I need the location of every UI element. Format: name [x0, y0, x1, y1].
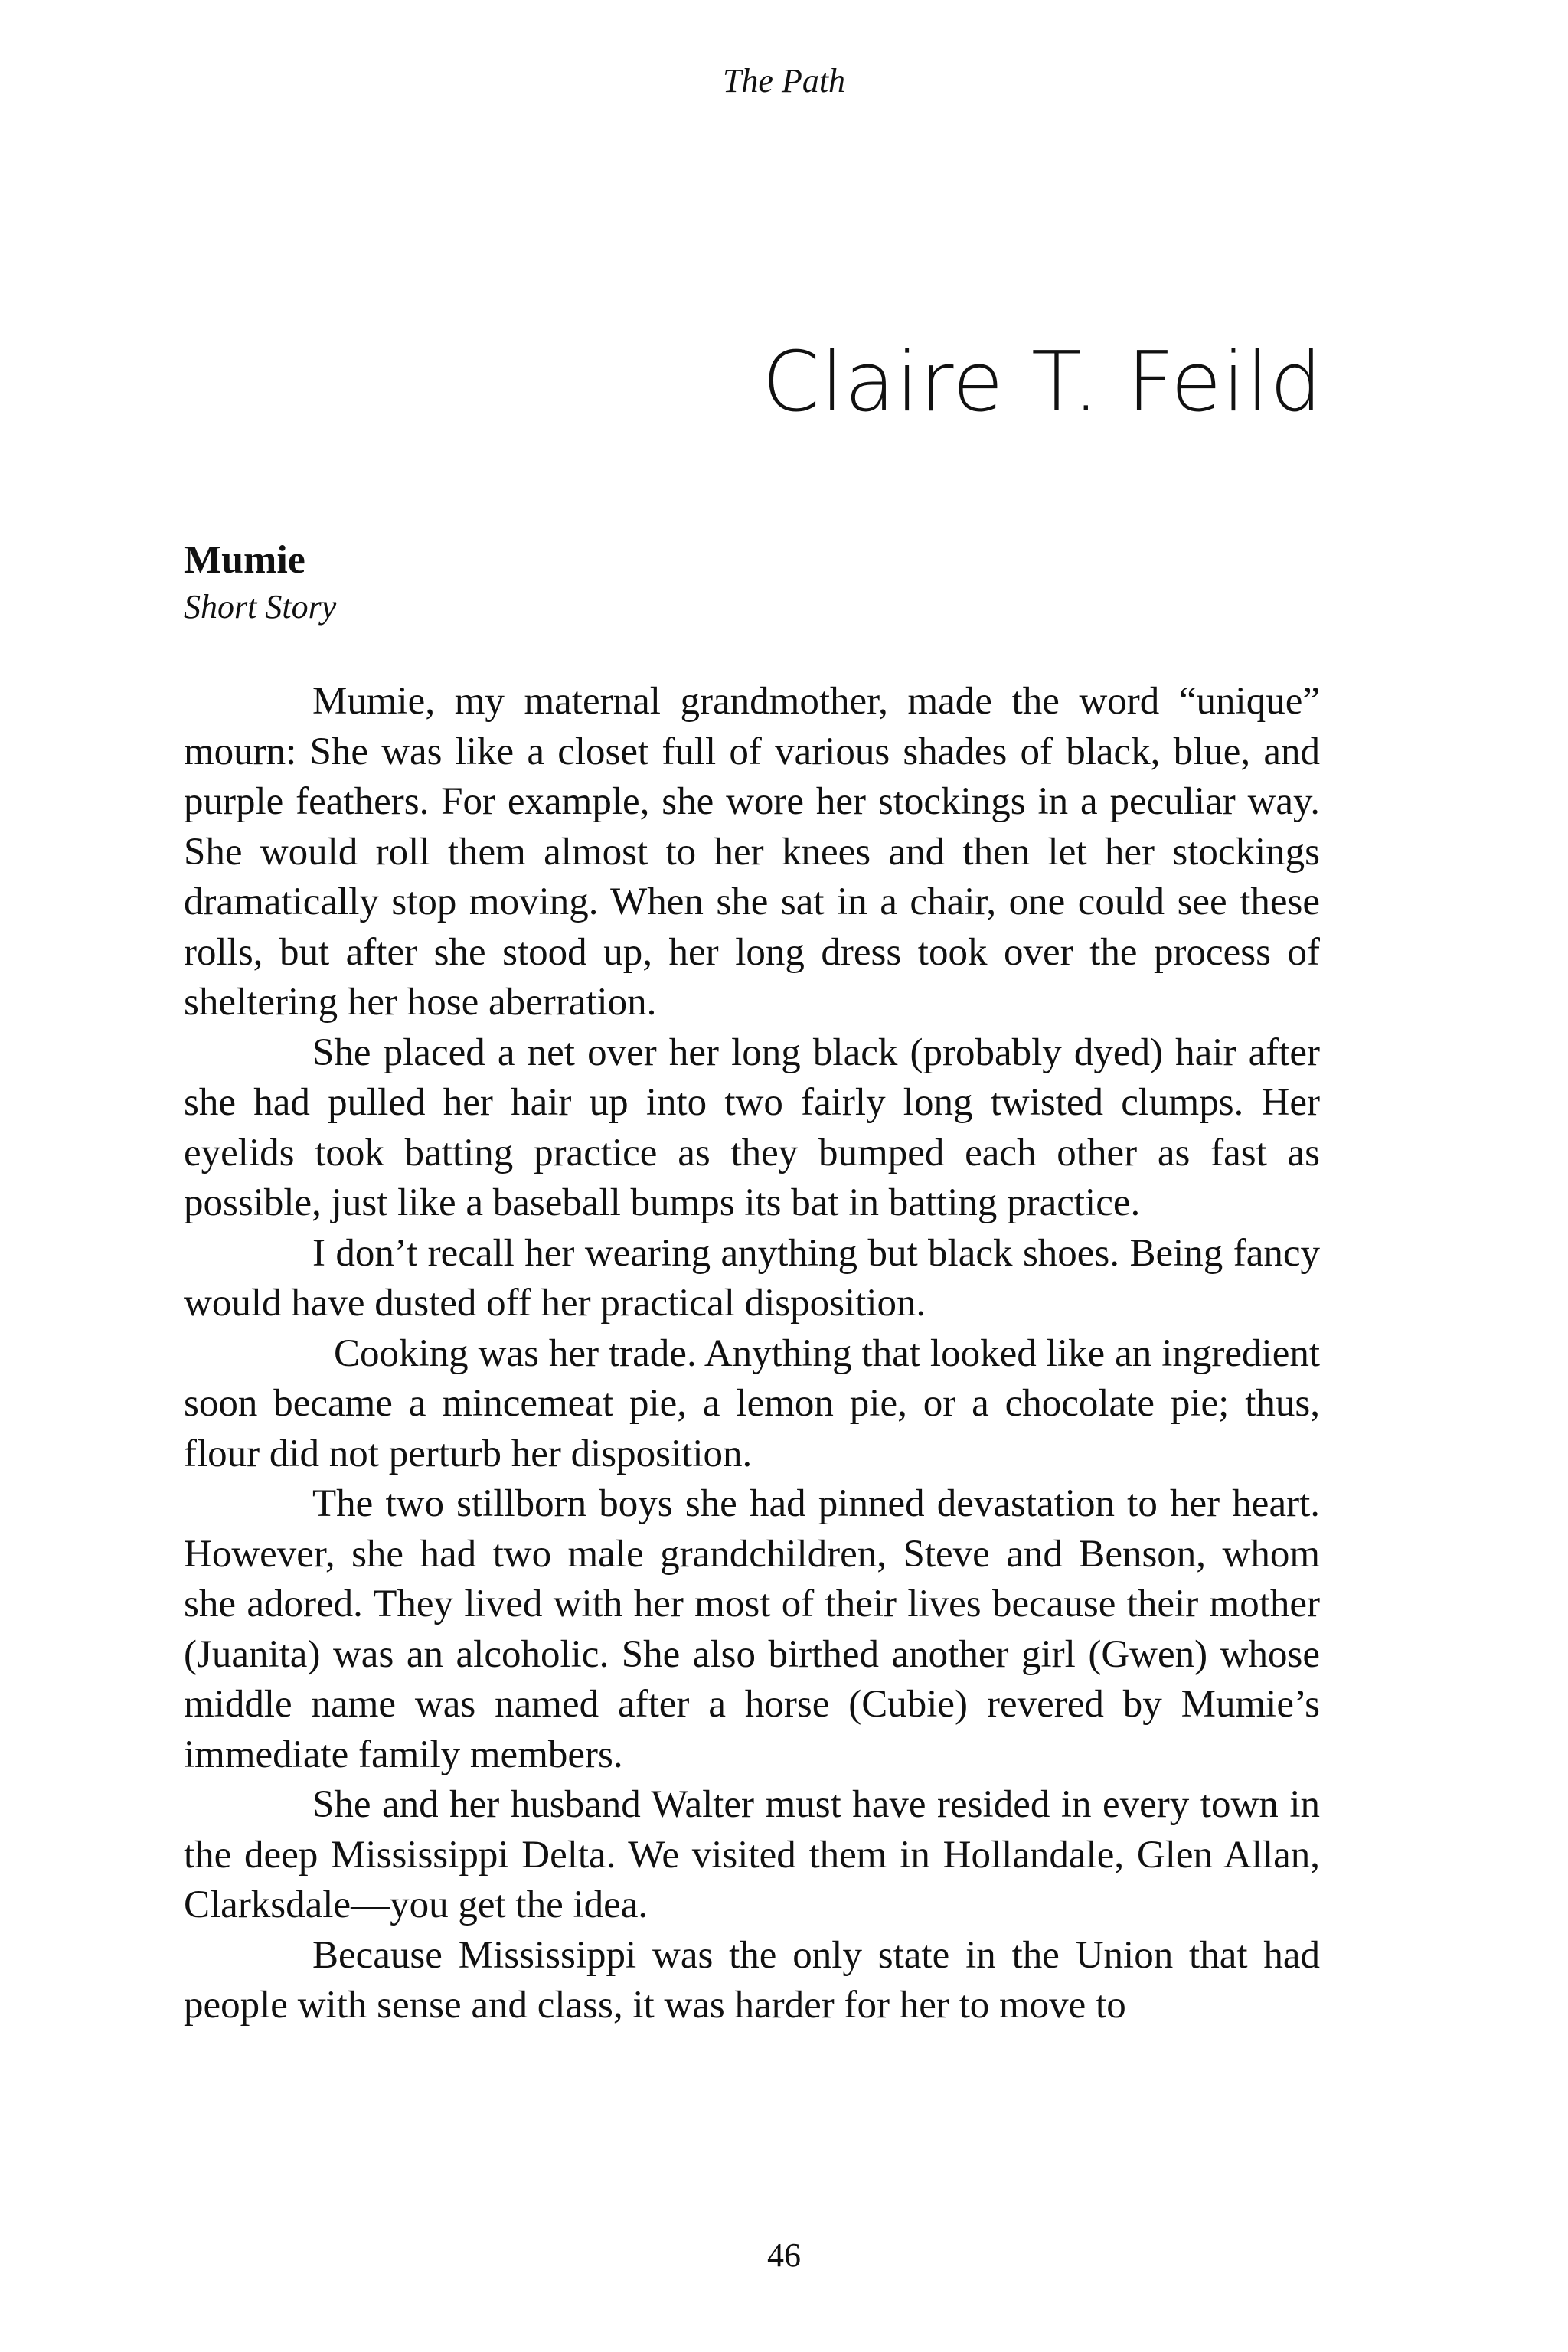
paragraph: I don’t recall her wearing anything but black shoes. Being fancy would have dusted off her practical disposition.	[184, 1231, 1320, 1325]
story-genre: Short Story	[184, 588, 337, 626]
paragraph: The two stillborn boys she had pinned devastation to her heart. However, she had two male grandchildren, Steve and Benson, whom she adored. They lived with her most of their lives because their mother (Juanita) was an alcoholic. She also birthed another girl (Gwen) whose middle name was named after a horse (Cubie) revered by Mumie’s immediate family members.	[184, 1482, 1320, 1776]
page-number: 46	[767, 2236, 801, 2274]
running-header: The Path	[722, 62, 846, 100]
paragraph: She and her husband Walter must have resided in every town in the deep Mississippi Delta. We visited them in Hollandale, Glen Allan, Clarksdale—you get the idea.	[184, 1783, 1320, 1926]
paragraph: Mumie, my maternal grandmother, made the word “unique” mourn: She was like a closet full of various shades of black, blue, and purple feathers. For example, she wore her stockings in a peculiar way. She would roll them almost to her knees and then let her stockings dramatically stop moving. When she sat in a chair, one could see these rolls, but after she stood up, her long dress took over the process of sheltering her hose aberration.	[184, 680, 1320, 1024]
paragraph: Cooking was her trade. Anything that looked like an ingredient soon became a mincemeat pie, a lemon pie, or a chocolate pie; thus, flour did not perturb her disposition.	[184, 1331, 1320, 1475]
story-title: Mumie	[184, 538, 305, 582]
author-name: Claire T. Feild	[762, 335, 1323, 430]
paragraph: Because Mississippi was the only state in the Union that had people with sense and class, it was harder for her to move to	[184, 1933, 1320, 2027]
story-body	[184, 677, 1320, 2031]
paragraph: She placed a net over her long black (probably dyed) hair after she had pulled her hair up into two fairly long twisted clumps. Her eyelids took batting practice as they bumped each other as fast as possible, just like a baseball bumps its bat in batting practice.	[184, 1031, 1320, 1224]
